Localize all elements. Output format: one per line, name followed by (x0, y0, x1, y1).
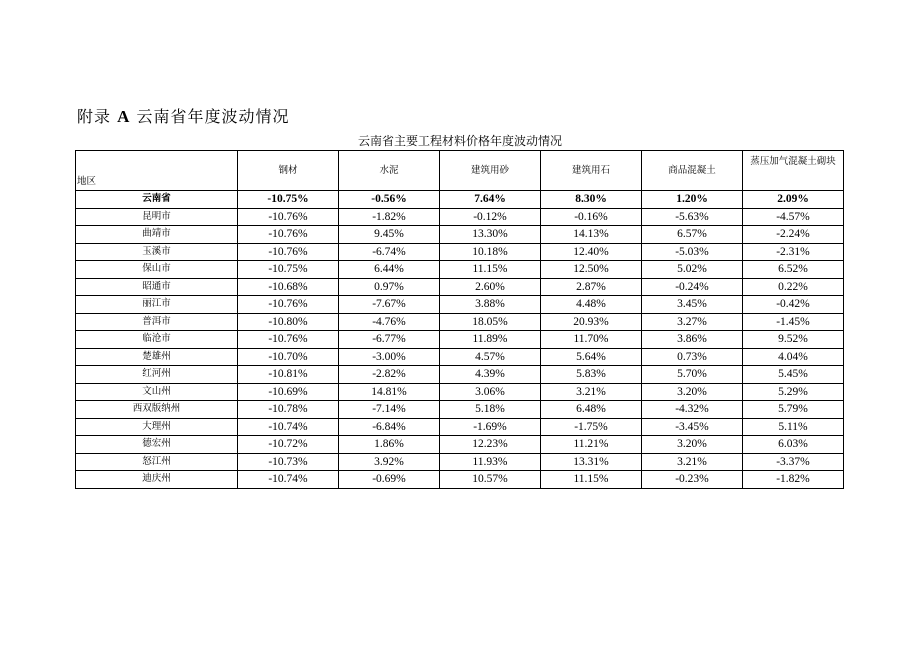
value-cell: -3.45% (642, 418, 743, 436)
value-cell: -4.32% (642, 401, 743, 419)
value-cell: -0.42% (743, 296, 844, 314)
value-cell: 3.45% (642, 296, 743, 314)
value-cell: -2.24% (743, 226, 844, 244)
value-cell: -10.75% (238, 261, 339, 279)
value-cell: -3.37% (743, 453, 844, 471)
value-cell: -10.74% (238, 471, 339, 489)
value-cell: 11.15% (541, 471, 642, 489)
value-cell: 0.73% (642, 348, 743, 366)
cell: -10.75% (238, 191, 339, 209)
value-cell: 5.70% (642, 366, 743, 384)
region-cell: 怒江州 (76, 453, 238, 471)
value-cell: 6.48% (541, 401, 642, 419)
table-row (76, 313, 844, 331)
value-cell: 13.31% (541, 453, 642, 471)
region-cell: 西双版纳州 (76, 401, 238, 419)
region-cell: 红河州 (76, 366, 238, 384)
value-cell: 6.52% (743, 261, 844, 279)
value-cell: -1.75% (541, 418, 642, 436)
col-header-sand: 建筑用砂 (440, 151, 541, 191)
region-cell: 临沧市 (76, 331, 238, 349)
region-cell: 昆明市 (76, 208, 238, 226)
value-cell: 3.21% (541, 383, 642, 401)
value-cell: 2.60% (440, 278, 541, 296)
table-row (76, 296, 844, 314)
col-header-region: 地区 (76, 151, 238, 191)
value-cell: 4.48% (541, 296, 642, 314)
cell: 2.09% (743, 191, 844, 209)
value-cell: -4.57% (743, 208, 844, 226)
value-cell: -6.84% (339, 418, 440, 436)
table-row (76, 471, 844, 489)
value-cell: 4.57% (440, 348, 541, 366)
value-cell: -0.23% (642, 471, 743, 489)
value-cell: 11.70% (541, 331, 642, 349)
header-row (76, 151, 844, 191)
value-cell: 1.86% (339, 436, 440, 454)
region-cell: 丽江市 (76, 296, 238, 314)
value-cell: 10.57% (440, 471, 541, 489)
value-cell: -0.69% (339, 471, 440, 489)
value-cell: 13.30% (440, 226, 541, 244)
table-row (76, 418, 844, 436)
value-cell: -1.82% (339, 208, 440, 226)
value-cell: 5.29% (743, 383, 844, 401)
table-row (76, 261, 844, 279)
col-header-concrete: 商品混凝土 (642, 151, 743, 191)
table-row (76, 401, 844, 419)
value-cell: -5.03% (642, 243, 743, 261)
heading-suffix: 云南省年度波动情况 (136, 107, 290, 126)
region-cell: 德宏州 (76, 436, 238, 454)
col-header-cement: 水泥 (339, 151, 440, 191)
value-cell: 3.88% (440, 296, 541, 314)
value-cell: 3.06% (440, 383, 541, 401)
table-title: 云南省主要工程材料价格年度波动情况 (357, 134, 562, 148)
region-cell: 文山州 (76, 383, 238, 401)
value-cell: -10.68% (238, 278, 339, 296)
value-cell: -10.73% (238, 453, 339, 471)
value-cell: -10.76% (238, 331, 339, 349)
value-cell: 11.15% (440, 261, 541, 279)
value-cell: 11.21% (541, 436, 642, 454)
value-cell: 12.50% (541, 261, 642, 279)
region-cell: 保山市 (76, 261, 238, 279)
value-cell: -0.12% (440, 208, 541, 226)
value-cell: -7.14% (339, 401, 440, 419)
value-cell: -2.31% (743, 243, 844, 261)
table-row (76, 436, 844, 454)
value-cell: 3.21% (642, 453, 743, 471)
region-cell: 曲靖市 (76, 226, 238, 244)
table-row (76, 278, 844, 296)
value-cell: 0.22% (743, 278, 844, 296)
value-cell: -7.67% (339, 296, 440, 314)
value-cell: 3.92% (339, 453, 440, 471)
cell: -0.56% (339, 191, 440, 209)
table-row (76, 226, 844, 244)
value-cell: -6.77% (339, 331, 440, 349)
value-cell: 5.18% (440, 401, 541, 419)
heading-letter: A (117, 107, 131, 126)
appendix-heading (77, 104, 290, 127)
value-cell: 14.81% (339, 383, 440, 401)
value-cell: 5.79% (743, 401, 844, 419)
heading-prefix: 附录 (77, 107, 112, 126)
value-cell: 5.02% (642, 261, 743, 279)
value-cell: -10.76% (238, 226, 339, 244)
value-cell: 5.83% (541, 366, 642, 384)
value-cell: 9.52% (743, 331, 844, 349)
cell: 7.64% (440, 191, 541, 209)
cell: 1.20% (642, 191, 743, 209)
col-header-steel: 钢材 (238, 151, 339, 191)
value-cell: -4.76% (339, 313, 440, 331)
value-cell: -10.74% (238, 418, 339, 436)
value-cell: -10.76% (238, 296, 339, 314)
table-row (76, 331, 844, 349)
table-row (76, 348, 844, 366)
region-cell: 昭通市 (76, 278, 238, 296)
value-cell: 11.89% (440, 331, 541, 349)
value-cell: -2.82% (339, 366, 440, 384)
table-row (76, 366, 844, 384)
col-header-aac-block: 蒸压加气混凝土砌块 (743, 151, 844, 191)
value-cell: 3.20% (642, 383, 743, 401)
value-cell: -10.72% (238, 436, 339, 454)
value-cell: -10.70% (238, 348, 339, 366)
value-cell: 5.45% (743, 366, 844, 384)
value-cell: 0.97% (339, 278, 440, 296)
value-cell: 4.04% (743, 348, 844, 366)
value-cell: 3.20% (642, 436, 743, 454)
region-cell: 楚雄州 (76, 348, 238, 366)
cell: 8.30% (541, 191, 642, 209)
value-cell: 5.64% (541, 348, 642, 366)
value-cell: 20.93% (541, 313, 642, 331)
value-cell: -10.76% (238, 208, 339, 226)
value-cell: 12.23% (440, 436, 541, 454)
value-cell: 4.39% (440, 366, 541, 384)
region-cell: 迪庆州 (76, 471, 238, 489)
value-cell: -1.45% (743, 313, 844, 331)
value-cell: -10.80% (238, 313, 339, 331)
value-cell: -1.69% (440, 418, 541, 436)
value-cell: 9.45% (339, 226, 440, 244)
table-row (76, 383, 844, 401)
table-row (76, 453, 844, 471)
value-cell: 6.57% (642, 226, 743, 244)
value-cell: 3.86% (642, 331, 743, 349)
table-row (76, 243, 844, 261)
value-cell: 14.13% (541, 226, 642, 244)
cell: 云南省 (76, 191, 238, 209)
value-cell: 18.05% (440, 313, 541, 331)
table-row (76, 208, 844, 226)
price-fluctuation-table (75, 150, 844, 489)
value-cell: -10.81% (238, 366, 339, 384)
value-cell: -3.00% (339, 348, 440, 366)
value-cell: -10.78% (238, 401, 339, 419)
value-cell: 6.44% (339, 261, 440, 279)
value-cell: -1.82% (743, 471, 844, 489)
value-cell: -5.63% (642, 208, 743, 226)
value-cell: -0.16% (541, 208, 642, 226)
col-header-stone: 建筑用石 (541, 151, 642, 191)
value-cell: -10.69% (238, 383, 339, 401)
value-cell: -0.24% (642, 278, 743, 296)
value-cell: -6.74% (339, 243, 440, 261)
value-cell: 3.27% (642, 313, 743, 331)
region-cell: 玉溪市 (76, 243, 238, 261)
value-cell: -10.76% (238, 243, 339, 261)
value-cell: 5.11% (743, 418, 844, 436)
table-row-total (76, 191, 844, 209)
value-cell: 11.93% (440, 453, 541, 471)
region-cell: 普洱市 (76, 313, 238, 331)
region-cell: 大理州 (76, 418, 238, 436)
value-cell: 6.03% (743, 436, 844, 454)
value-cell: 10.18% (440, 243, 541, 261)
value-cell: 12.40% (541, 243, 642, 261)
value-cell: 2.87% (541, 278, 642, 296)
